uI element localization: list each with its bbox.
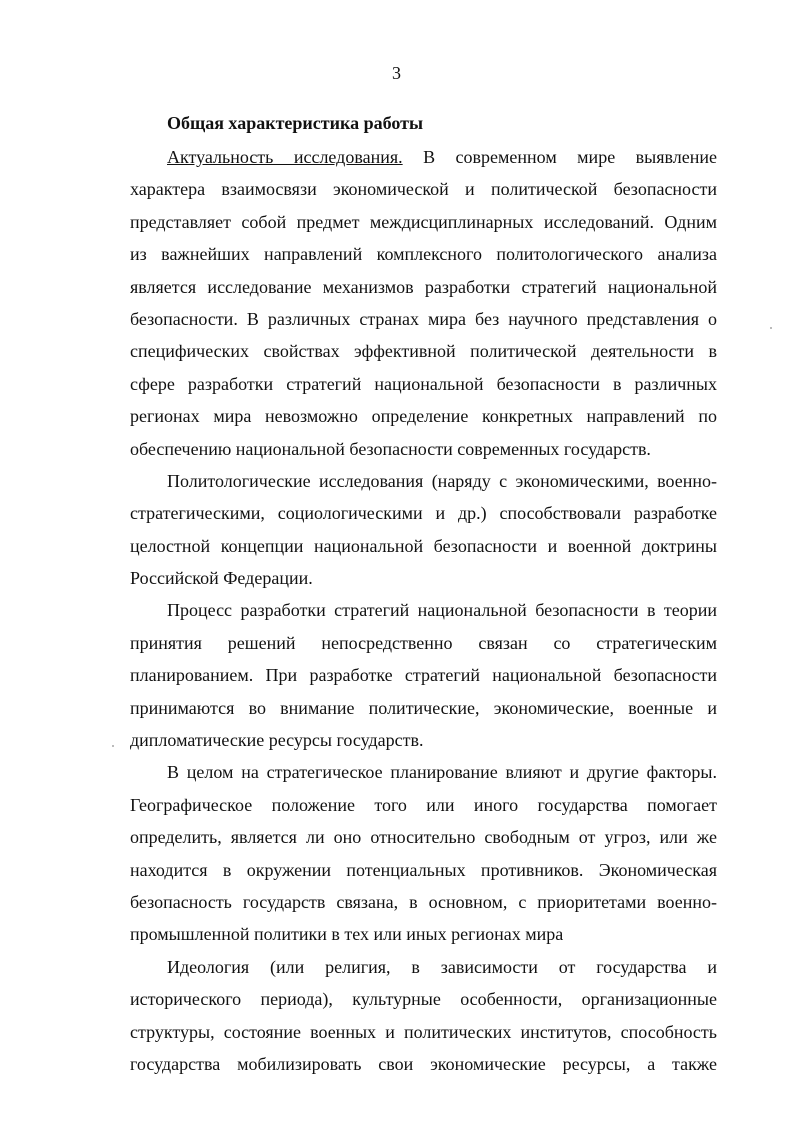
paragraph-line: Идеология (или религия, в зависимости от государства и: [167, 956, 717, 977]
paragraph-line: планированием. При разработке стратегий национальной безопасности: [130, 665, 717, 686]
paragraph-line: специфических свойствах эффективной политической деятельности в: [130, 341, 717, 362]
paragraph-line: регионах мира невозможно определение конкретных направлений по: [130, 406, 717, 427]
scan-speck: [770, 327, 772, 329]
page-number: 3: [392, 63, 401, 83]
paragraph-line: [130, 144, 717, 176]
paragraph-line: безопасность государств связана, в основном, с приоритетами военно-: [130, 891, 717, 912]
paragraph-line: принимаются во внимание политические, экономические, военные и: [130, 697, 717, 718]
paragraph-line: представляет собой предмет междисциплинарных исследований. Одним: [130, 211, 717, 232]
paragraph-line: сфере разработки стратегий национальной безопасности в различных: [130, 373, 717, 394]
underlined-lead: Актуальность исследования.: [167, 147, 403, 167]
line-text: В современном мире выявление: [402, 147, 717, 167]
paragraph-line: дипломатические ресурсы государств.: [130, 730, 424, 751]
paragraph-line: структуры, состояние военных и политических институтов, способность: [130, 1021, 717, 1042]
paragraph-line: государства мобилизировать свои экономические ресурсы, а также: [130, 1053, 717, 1074]
document-body: [130, 144, 717, 1083]
paragraph-line: Географическое положение того или иного государства помогает: [130, 794, 717, 815]
section-heading: Общая характеристика работы: [167, 113, 424, 133]
paragraph-line: безопасности. В различных странах мира без научного представления о: [130, 308, 717, 329]
paragraph-line: Российской Федерации.: [130, 568, 313, 589]
paragraph-line: В целом на стратегическое планирование влияют и другие факторы.: [167, 762, 717, 783]
paragraph-line: принятия решений непосредственно связан со стратегическим: [130, 632, 717, 653]
paragraph-line: исторического периода), культурные особенности, организационные: [130, 989, 717, 1010]
paragraph-line: Политологические исследования (наряду с экономическими, военно-: [167, 470, 717, 491]
paragraph-line: характера взаимосвязи экономической и политической безопасности: [130, 179, 717, 200]
paragraph-line: промышленной политики в тех или иных регионах мира: [130, 924, 564, 945]
paragraph-line: находится в окружении потенциальных противников. Экономическая: [130, 859, 717, 880]
paragraph-line: Процесс разработки стратегий национальной безопасности в теории: [167, 600, 717, 621]
paragraph-line: обеспечению национальной безопасности современных государств.: [130, 438, 651, 459]
paragraph-line: определить, является ли оно относительно свободным от угроз, или же: [130, 827, 717, 848]
paragraph-line: из важнейших направлений комплексного политологического анализа: [130, 244, 717, 265]
scan-speck: [112, 745, 114, 747]
paragraph-line: является исследование механизмов разработки стратегий национальной: [130, 276, 717, 297]
paragraph-line: стратегическими, социологическими и др.) способствовали разработке: [130, 503, 717, 524]
paragraph-line: целостной концепции национальной безопасности и военной доктрины: [130, 535, 717, 556]
